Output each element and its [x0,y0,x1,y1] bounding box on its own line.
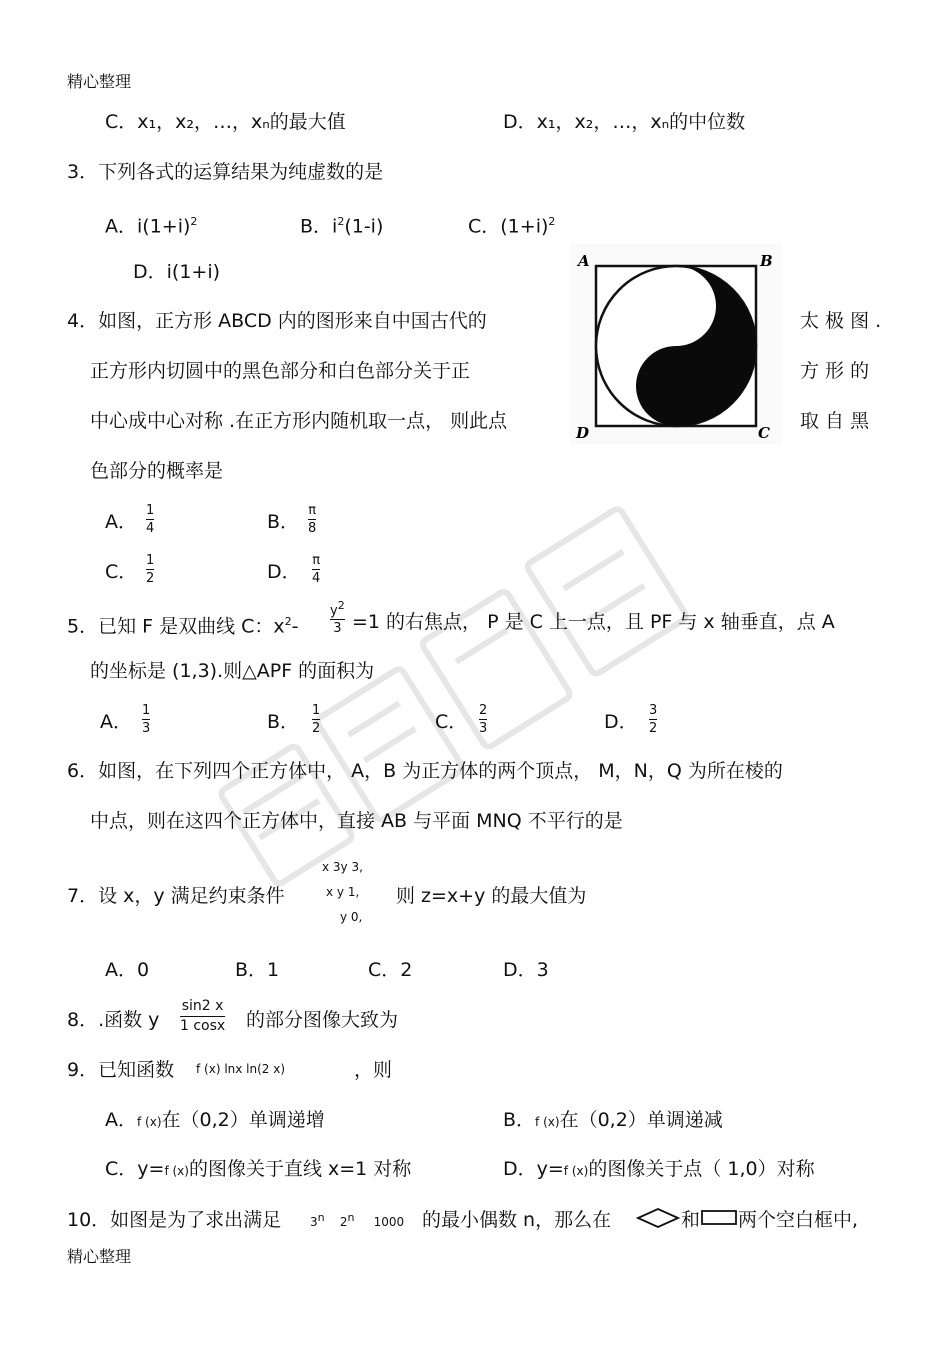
q4-option-c: C． [105,561,138,583]
q9-a-pre: A． [105,1109,137,1131]
q4-line-3: 中心成中心对称 .在正方形内随机取一点， 则此点 [90,410,508,432]
q5-option-d-frac [649,703,657,736]
q5-line-2: 的坐标是 (1,3).则△APF 的面积为 [90,660,375,682]
q5-b-den: 2 [312,721,321,736]
q5-option-c-frac [479,703,487,736]
q6-line-1: 6．如图，在下列四个正方体中， A，B 为正方体的两个顶点， M，N，Q 为所在棱的 [67,760,783,782]
page-footer: 精心整理 [67,1247,132,1266]
q4-line-2-right: 方 形 的 [800,360,870,382]
q5-minus: - [291,615,299,638]
q6-line-2: 中点，则在这四个正方体中，直接 AB 与平面 MNQ 不平行的是 [90,810,623,832]
q4-option-b-frac [308,503,316,536]
q9-tail: ，则 [354,1059,393,1081]
vertex-d-label: D [576,424,590,442]
q4-c-den: 2 [146,571,155,586]
q9-d-f: f (x) [563,1164,589,1178]
q5-d-den: 2 [649,721,658,736]
q3-option-c [468,210,555,238]
vertex-a-label: A [578,252,590,270]
q4-line-2: 正方形内切圆中的黑色部分和白色部分关于正 [90,360,471,382]
q7-option-c: C．2 [368,959,413,981]
q3-option-c-exp: 2 [548,215,556,228]
q4-option-c-frac [146,553,154,586]
diamond-box-icon [636,1206,680,1230]
q5-frac-num-exp: 2 [337,599,345,612]
q10-two: 2 [339,1215,348,1229]
rectangle-box-icon [701,1209,737,1227]
q10-inequality [310,1212,404,1229]
q9-b-pre: B． [503,1109,536,1131]
q9-d-pre: D．y= [503,1158,564,1180]
q4-a-den: 4 [146,521,155,536]
q8-stem: 8．.函数 y [67,1009,160,1031]
q3-option-a-text: A．i(1+i) [105,215,191,238]
q5-c-den: 3 [479,721,488,736]
q3-option-a-exp: 2 [190,215,198,228]
q5-option-b: B． [267,711,300,733]
q9-a-f: f (x) [137,1115,162,1129]
q10-stem: 10．如图是为了求出满足 [67,1209,282,1231]
q3-option-d: D．i(1+i) [133,261,221,283]
q7-constraint-1: x 3y 3, [322,860,363,874]
taiji-figure [570,244,782,444]
q5-frac-num-y: y [330,603,338,619]
q10-n1: n [317,1211,325,1224]
q4-line-1-right: 太 极 图 . [800,310,882,332]
q9-option-a [105,1108,325,1132]
q5-frac-num [330,598,345,618]
q4-line-1: 4．如图，正方形 ABCD 内的图形来自中国古代的 [67,310,487,332]
q9-d-post: 的图像关于点（ 1,0）对称 [588,1158,815,1180]
q4-d-num: π [312,553,321,568]
q8-numerator: sin2 x [181,998,224,1014]
q3-option-b-post: (1-i) [344,215,384,238]
q5-text-1: 5．已知 F 是双曲线 C：x [67,615,285,638]
q10-three: 3 [310,1215,318,1229]
vertex-c-label: C [758,424,770,442]
q4-b-num: π [308,503,317,518]
q5-a-num: 1 [142,703,151,718]
q7-option-a: A．0 [105,959,150,981]
q5-option-c: C． [435,711,468,733]
q3-option-c-text: C．(1+i) [468,215,549,238]
q4-c-num: 1 [146,553,155,568]
q3-option-a [105,210,197,238]
q3-option-b [300,210,383,238]
q4-option-b: B． [267,511,300,533]
q7-constraint-2: x y 1, [326,885,360,899]
q10-and: 和 [681,1209,701,1231]
q4-line-3-right: 取 自 黑 [800,410,870,432]
q3-stem: 3．下列各式的运算结果为纯虚数的是 [67,161,384,183]
vertex-b-label: B [760,252,773,270]
page-header: 精心整理 [67,72,132,91]
q7-constraint-3: y 0, [340,910,363,924]
q4-line-4: 色部分的概率是 [90,460,224,482]
q9-a-post: 在（0,2）单调递增 [161,1109,325,1131]
q5-c-num: 2 [479,703,488,718]
q3-option-b-exp: 2 [337,215,345,228]
q9-b-post: 在（0,2）单调递减 [559,1109,723,1131]
q4-option-d: D． [267,561,301,583]
q7-stem: 7．设 x，y 满足约束条件 [67,885,285,907]
q10-mid: 的最小偶数 n，那么在 [422,1209,612,1231]
q4-b-den: 8 [308,521,317,536]
q9-option-c [105,1157,411,1181]
q9-stem: 9．已知函数 [67,1059,175,1081]
q5-frac-den: 3 [333,621,342,637]
q2-option-c: C．x₁，x₂，…，xₙ的最大值 [105,111,346,133]
q10-tail: 两个空白框中, [738,1209,859,1231]
q9-b-f: f (x) [535,1115,560,1129]
q8-function-frac [180,998,225,1035]
q5-option-a-frac [142,703,150,736]
q2-option-d: D．x₁，x₂，…，xₙ的中位数 [503,111,746,133]
q5-b-num: 1 [312,703,321,718]
q7-option-d: D．3 [503,959,549,981]
q9-option-d [503,1157,815,1181]
q5-line-1-end: =1 的右焦点， P 是 C 上一点，且 PF 与 x 轴垂直，点 A [352,611,835,633]
q3-option-b-pre: B．i [300,215,338,238]
q5-option-b-frac [312,703,320,736]
q7-tail: 则 z=x+y 的最大值为 [396,885,587,907]
q9-c-pre: C．y= [105,1158,165,1180]
q5-d-num: 3 [649,703,658,718]
q9-function: f (x) lnx ln(2 x) [196,1062,286,1076]
q9-option-b [503,1108,723,1132]
q4-d-den: 4 [312,571,321,586]
q5-option-a: A． [100,711,132,733]
q5-line-1-start [67,610,299,638]
q4-a-num: 1 [146,503,155,518]
q9-c-f: f (x) [164,1164,189,1178]
q4-option-a-frac [146,503,154,536]
q8-denominator: 1 cosx [180,1018,226,1034]
q5-x-exp: 2 [284,615,292,628]
q5-y2-over-3 [330,598,345,636]
q5-option-d: D． [604,711,638,733]
q9-c-post: 的图像关于直线 x=1 对称 [188,1158,412,1180]
q10-thousand: 1000 [373,1215,405,1229]
q5-a-den: 3 [142,721,151,736]
q4-option-a: A． [105,511,137,533]
watermark [150,440,810,960]
q8-tail: 的部分图像大致为 [246,1009,399,1031]
q10-n2: n [347,1211,355,1224]
q7-option-b: B．1 [235,959,280,981]
q4-option-d-frac [312,553,320,586]
